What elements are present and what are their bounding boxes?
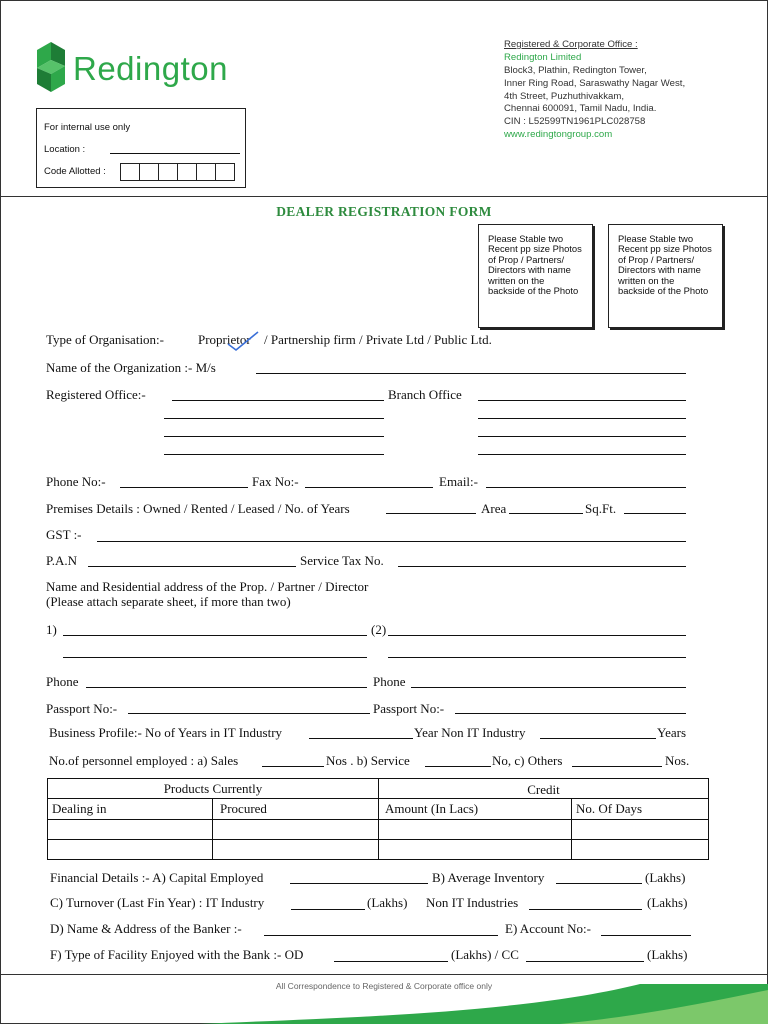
office-line1: Block3, Plathin, Redington Tower, — [504, 65, 647, 76]
director-1-label: 1) — [46, 622, 57, 637]
checkmark-icon — [226, 330, 260, 352]
header-divider — [0, 196, 768, 197]
reg-office-field-3[interactable] — [164, 436, 384, 437]
director-1-passport-field[interactable] — [128, 713, 370, 714]
non-it-industries-label: Non IT Industries — [426, 895, 519, 910]
table-cell[interactable] — [213, 840, 379, 860]
business-profile-label: Business Profile:- No of Years in IT Industry — [49, 725, 283, 740]
gst-field[interactable] — [97, 541, 686, 542]
service-tax-label: Service Tax No. — [300, 553, 384, 568]
banker-field[interactable] — [264, 935, 498, 936]
photo-note-1: Please Stable two Recent pp size Photos of Prop / Partners/ Directors with name written on the backside of the Photo — [488, 233, 582, 297]
code-box-4[interactable] — [177, 163, 197, 181]
photo-box-1[interactable] — [478, 224, 593, 328]
location-field[interactable] — [110, 153, 240, 154]
account-label: E) Account No:- — [505, 921, 591, 936]
director-2-label: (2) — [371, 622, 387, 637]
photo-box-2[interactable] — [608, 224, 723, 328]
table-cell[interactable] — [48, 840, 213, 860]
director-2-field[interactable] — [388, 635, 686, 636]
director-2-phone-field[interactable] — [411, 687, 686, 688]
dealing-in-header: Dealing in — [48, 799, 213, 820]
premises-years-field[interactable] — [386, 513, 476, 514]
lakhs-label-3: (Lakhs) — [647, 895, 688, 910]
email-field[interactable] — [486, 487, 686, 488]
footer-swoosh — [0, 984, 768, 1024]
director-2-passport-field[interactable] — [455, 713, 686, 714]
area-label: Area — [481, 501, 507, 516]
it-years-field[interactable] — [309, 738, 413, 739]
others-label: No, c) Others — [492, 753, 563, 768]
cc-field[interactable] — [526, 961, 644, 962]
fax-label: Fax No:- — [252, 474, 299, 489]
non-it-years-field[interactable] — [540, 738, 656, 739]
avg-inventory-field[interactable] — [556, 883, 642, 884]
internal-use-box — [36, 108, 246, 188]
code-box-5[interactable] — [196, 163, 216, 181]
residential-label: Name and Residential address of the Prop. / Partner / Director — [46, 579, 369, 594]
code-allotted-label: Code Allotted : — [44, 166, 106, 177]
form-title: DEALER REGISTRATION FORM — [276, 204, 492, 219]
service-tax-field[interactable] — [398, 566, 686, 567]
office-line2: Inner Ring Road, Saraswathy Nagar West, — [504, 78, 686, 89]
code-box-3[interactable] — [158, 163, 178, 181]
location-label: Location : — [44, 144, 86, 155]
phone-field[interactable] — [120, 487, 248, 488]
table-cell[interactable] — [572, 820, 709, 840]
director-2-passport-label: Passport No:- — [373, 701, 445, 716]
procured-header: Procured — [213, 799, 379, 820]
org-name-field[interactable] — [256, 373, 686, 374]
personnel-label: No.of personnel employed : a) Sales — [49, 753, 239, 768]
table-cell[interactable] — [379, 840, 572, 860]
table-cell[interactable] — [379, 820, 572, 840]
products-table — [47, 778, 709, 860]
branch-office-label: Branch Office — [388, 387, 462, 402]
code-box-2[interactable] — [139, 163, 159, 181]
branch-office-field-4[interactable] — [478, 454, 686, 455]
facility-label: F) Type of Facility Enjoyed with the Bank :- OD — [50, 947, 304, 962]
phone-label: Phone No:- — [46, 474, 106, 489]
pan-label: P.A.N — [46, 553, 78, 568]
branch-office-field-1[interactable] — [478, 400, 686, 401]
logo-mark-icon — [33, 40, 69, 96]
reg-office-field-1[interactable] — [172, 400, 384, 401]
office-cin: CIN : L52599TN1961PLC028758 — [504, 116, 646, 127]
sqft-field[interactable] — [624, 513, 686, 514]
branch-office-field-2[interactable] — [478, 418, 686, 419]
org-type-proprietor[interactable]: Proprietor — [198, 332, 251, 347]
director-2-address-field[interactable] — [388, 657, 686, 658]
reg-office-label: Registered Office:- — [46, 387, 146, 402]
turnover-non-it-field[interactable] — [529, 909, 642, 910]
director-2-phone-label: Phone — [373, 674, 406, 689]
turnover-it-field[interactable] — [291, 909, 365, 910]
days-header: No. Of Days — [572, 799, 709, 820]
director-1-passport-label: Passport No:- — [46, 701, 118, 716]
premises-label: Premises Details : Owned / Rented / Leased / No. of Years — [46, 501, 350, 516]
nos-label: Nos. — [665, 753, 690, 768]
products-currently-header: Products Currently — [48, 779, 379, 799]
area-field[interactable] — [509, 513, 583, 514]
office-website[interactable]: www.redingtongroup.com — [504, 129, 613, 140]
photo-note-2: Please Stable two Recent pp size Photos of Prop / Partners/ Directors with name written on the backside of the Photo — [618, 233, 712, 297]
internal-title: For internal use only — [44, 122, 131, 133]
capital-label: Financial Details :- A) Capital Employed — [50, 870, 264, 885]
org-type-others[interactable]: / Partnership firm / Private Ltd / Public Ltd. — [264, 332, 492, 347]
turnover-label: C) Turnover (Last Fin Year) : IT Industry — [50, 895, 265, 910]
table-cell[interactable] — [213, 820, 379, 840]
pan-field[interactable] — [88, 566, 296, 567]
service-field[interactable] — [425, 766, 491, 767]
code-box-6[interactable] — [215, 163, 235, 181]
director-1-phone-field[interactable] — [86, 687, 367, 688]
capital-field[interactable] — [290, 883, 428, 884]
fax-field[interactable] — [305, 487, 433, 488]
branch-office-field-3[interactable] — [478, 436, 686, 437]
office-line4: Chennai 600091, Tamil Nadu, India. — [504, 103, 657, 114]
table-cell[interactable] — [48, 820, 213, 840]
director-1-field[interactable] — [63, 635, 367, 636]
reg-office-field-4[interactable] — [164, 454, 384, 455]
lakhs-label-1: (Lakhs) — [645, 870, 686, 885]
lakhs-cc-label: (Lakhs) / CC — [451, 947, 519, 962]
non-it-label: Year Non IT Industry — [414, 725, 526, 740]
office-line3: 4th Street, Puzhuthivakkam, — [504, 91, 624, 102]
od-field[interactable] — [334, 961, 448, 962]
amount-header: Amount (In Lacs) — [379, 799, 572, 820]
lakhs-label-2: (Lakhs) — [367, 895, 408, 910]
avg-inventory-label: B) Average Inventory — [432, 870, 545, 885]
email-label: Email:- — [439, 474, 478, 489]
sales-field[interactable] — [262, 766, 324, 767]
reg-office-field-2[interactable] — [164, 418, 384, 419]
director-1-address-field[interactable] — [63, 657, 367, 658]
director-1-phone-label: Phone — [46, 674, 79, 689]
years-label: Years — [657, 725, 687, 740]
others-field[interactable] — [572, 766, 662, 767]
office-heading: Registered & Corporate Office : — [504, 39, 638, 50]
code-box-1[interactable] — [120, 163, 140, 181]
residential-note: (Please attach separate sheet, if more than two) — [46, 594, 291, 609]
service-label: Nos . b) Service — [326, 753, 410, 768]
table-cell[interactable] — [572, 840, 709, 860]
office-company: Redington Limited — [504, 52, 582, 63]
org-name-label: Name of the Organization :- M/s — [46, 360, 216, 375]
gst-label: GST :- — [46, 527, 82, 542]
brand-name: Redington — [73, 50, 228, 87]
footer-note: All Correspondence to Registered & Corporate office only — [275, 981, 493, 991]
sqft-label: Sq.Ft. — [585, 501, 617, 516]
footer-divider — [0, 974, 768, 975]
org-type-label: Type of Organisation:- — [46, 332, 164, 347]
account-field[interactable] — [601, 935, 691, 936]
credit-header: Credit — [379, 779, 709, 799]
banker-label: D) Name & Address of the Banker :- — [50, 921, 242, 936]
lakhs-label-4: (Lakhs) — [647, 947, 688, 962]
